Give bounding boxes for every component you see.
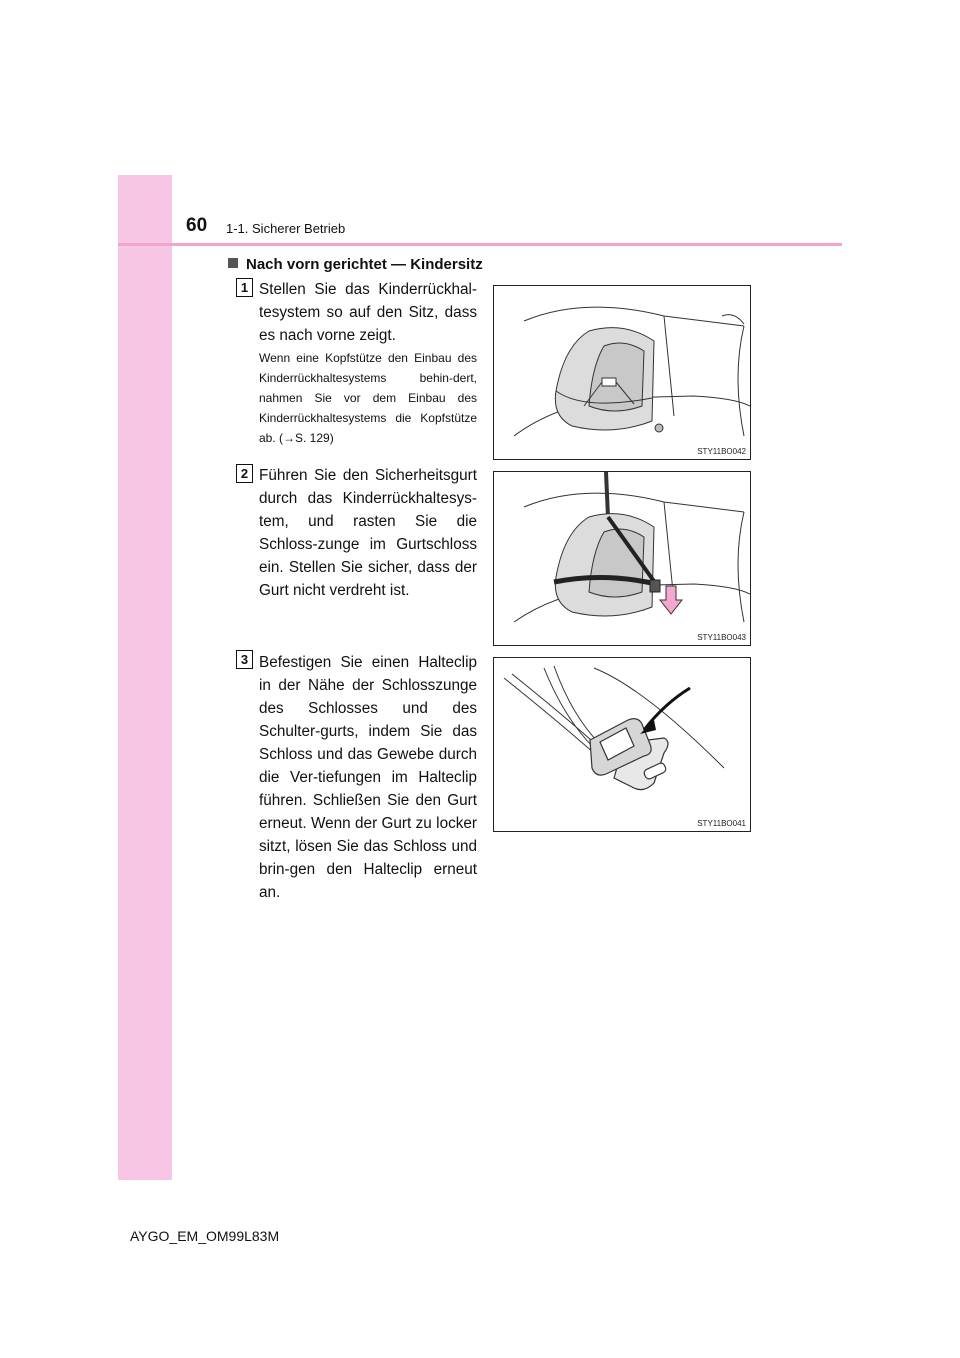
figure-seat-belt-routing <box>493 471 751 646</box>
step-2-text: Führen Sie den Sicherheitsgurt durch das Kinderrückhaltesys-tem, und rasten Sie die Schloss-zunge im Gurtschloss ein. Stellen Sie sicher, dass der Gurt nicht verdreht ist. <box>259 467 477 599</box>
page-number: 60 <box>186 215 208 236</box>
section-title: 1-1. Sicherer Betrieb <box>226 221 346 236</box>
figure-code-1: STY11BO042 <box>697 447 746 456</box>
locking-clip-illustration <box>494 658 750 831</box>
child-seat-illustration <box>494 286 750 459</box>
step-3-text: Befestigen Sie einen Halteclip in der Nähe der Schlosszunge des Schlosses und des Schulter-gurts, indem Sie das Schloss und das Gewebe durch die Ver-tiefungen im Halteclip führen. Schließen Sie den Gurt erneut. Wenn der Gurt zu locker sitzt, lösen Sie das Schloss und brin-gen den Halteclip erneut an. <box>259 654 477 901</box>
step-number-2: 2 <box>236 464 253 483</box>
chapter-sidebar-tab <box>118 175 172 1180</box>
figure-code-3: STY11BO041 <box>697 819 746 828</box>
subsection-heading-text: Nach vorn gerichtet — Kindersitz <box>246 256 483 273</box>
figure-code-2: STY11BO043 <box>697 633 746 642</box>
document-code-footer: AYGO_EM_OM99L83M <box>130 1228 280 1244</box>
header-divider <box>118 243 842 246</box>
step-number-1: 1 <box>236 278 253 297</box>
step-1-note: Wenn eine Kopfstütze den Einbau des Kinderrückhaltesystems behin-dert, nahmen Sie vor dem Einbau des Kinderrückhaltesystems die Kopfstütze ab. (→S. 129) <box>259 351 477 445</box>
figure-child-seat-forward <box>493 285 751 460</box>
square-bullet-icon <box>228 258 238 268</box>
step-1-text: Stellen Sie das Kinderrückhal-tesystem so auf den Sitz, dass es nach vorne zeigt. <box>259 281 477 344</box>
figure-locking-clip <box>493 657 751 832</box>
step-number-3: 3 <box>236 650 253 669</box>
subsection-heading <box>228 256 483 273</box>
belt-routing-illustration <box>494 472 750 645</box>
